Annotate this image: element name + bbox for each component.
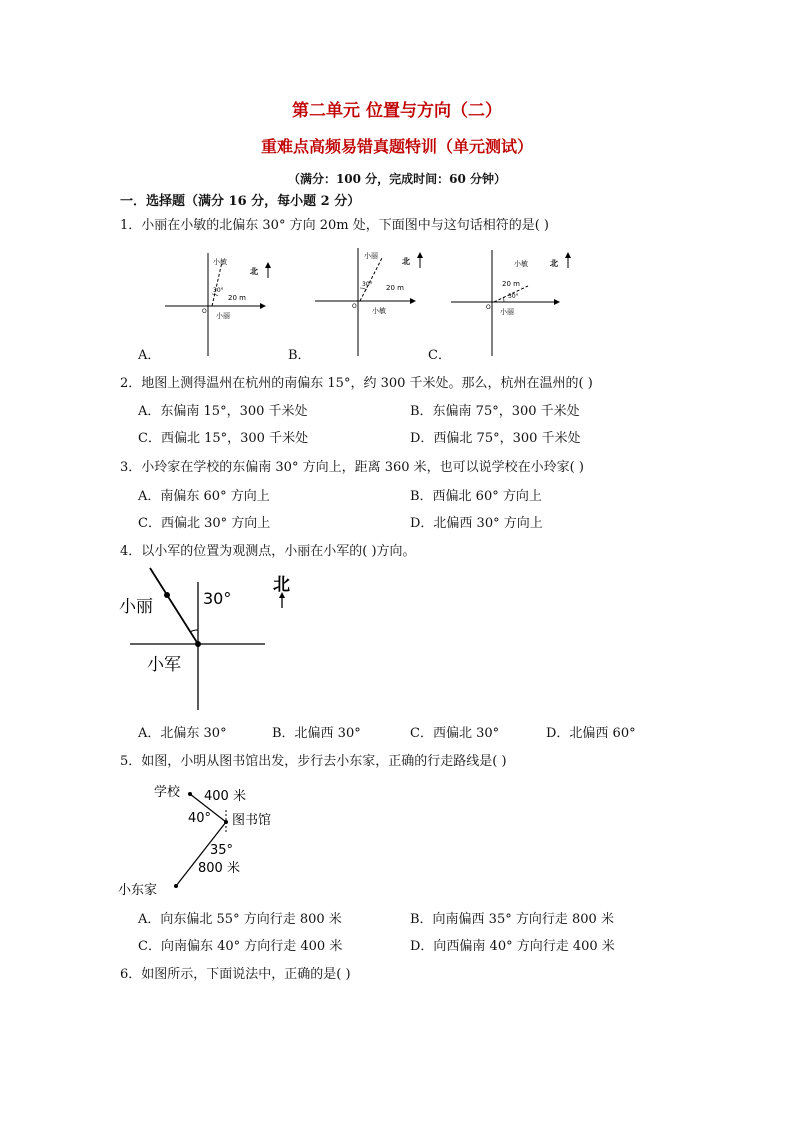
question-6-text: 6．如图所示，下面说法中，正确的是( ) [120, 967, 351, 982]
q1-figure-b [310, 248, 430, 360]
fig-a-dist: 20 m [228, 294, 246, 302]
fig-b-north: 北 [402, 257, 410, 266]
q5-option-b[interactable]: B．向南偏西 35° 方向行走 800 米 [410, 912, 614, 927]
q5-d2: 800 米 [198, 861, 240, 876]
fig-a-origin: O [202, 308, 207, 315]
q1-option-b[interactable]: B． [288, 348, 311, 363]
fig-c-dist: 20 m [502, 280, 520, 288]
q5-option-d[interactable]: D．向西偏南 40° 方向行走 400 米 [410, 939, 615, 954]
page-title: 第二单元 位置与方向（二） [292, 101, 502, 121]
q4-option-d[interactable]: D．北偏西 60° [546, 726, 636, 741]
q5-home: 小东家 [118, 883, 158, 898]
fig-c-origin: O [486, 304, 491, 311]
fig-a-top-label: 小敏 [213, 258, 227, 266]
q2-option-c[interactable]: C．西偏北 15°，300 千米处 [138, 431, 309, 446]
question-3-text: 3．小玲家在学校的东偏南 30° 方向上，距离 360 米，也可以说学校在小玲家( ) [120, 460, 584, 475]
q4-option-b[interactable]: B．北偏西 30° [272, 726, 361, 741]
question-2-text: 2．地图上测得温州在杭州的南偏东 15°，约 300 千米处。那么，杭州在温州的( ) [120, 376, 593, 391]
q4-figure [115, 562, 305, 714]
q4-angle: 30° [203, 589, 232, 608]
page-subtitle: 重难点高频易错真题特训（单元测试） [260, 137, 533, 156]
q2-option-d[interactable]: D．西偏北 75°，300 千米处 [410, 431, 581, 446]
q5-figure [118, 776, 298, 898]
q4-option-c[interactable]: C．西偏北 30° [410, 726, 500, 741]
fig-b-angle: 30° [362, 281, 373, 288]
fig-a-north: 北 [250, 267, 258, 276]
fig-a-angle: 30° [213, 287, 224, 294]
q1-option-c[interactable]: C． [428, 348, 451, 363]
q5-library: 图书馆 [232, 813, 272, 828]
q4-north: 北 [273, 575, 290, 595]
q3-option-b[interactable]: B．西偏北 60° 方向上 [410, 489, 542, 504]
q1-figure-c [446, 248, 576, 360]
exam-meta: （满分：100 分，完成时间：60 分钟） [287, 172, 507, 186]
fig-b-bottom-label: 小敏 [372, 307, 386, 315]
q5-option-a[interactable]: A．向东偏北 55° 方向行走 800 米 [138, 912, 342, 927]
fig-b-dist: 20 m [386, 284, 404, 292]
q2-option-b[interactable]: B．东偏南 75°，300 千米处 [410, 404, 580, 419]
fig-a-bottom-label: 小丽 [216, 312, 230, 320]
q5-d1: 400 米 [204, 789, 246, 804]
q5-option-c[interactable]: C．向南偏东 40° 方向行走 400 米 [138, 939, 343, 954]
question-4-text: 4．以小军的位置为观测点，小丽在小军的( )方向。 [120, 544, 416, 559]
fig-b-origin: O [352, 303, 357, 310]
q3-option-c[interactable]: C．西偏北 30° 方向上 [138, 516, 271, 531]
question-1-text: 1．小丽在小敏的北偏东 30° 方向 20m 处，下面图中与这句话相符的是( ) [120, 218, 549, 233]
fig-c-north: 北 [550, 259, 558, 268]
fig-c-bottom-label: 小丽 [500, 308, 514, 316]
fig-b-top-label: 小丽 [364, 252, 378, 260]
fig-c-angle: 30° [508, 293, 519, 300]
q3-option-d[interactable]: D．北偏西 30° 方向上 [410, 516, 543, 531]
q5-school: 学校 [154, 785, 181, 800]
q2-option-a[interactable]: A．东偏南 15°，300 千米处 [138, 404, 308, 419]
q4-option-a[interactable]: A．北偏东 30° [138, 726, 227, 741]
q1-figure-a [160, 248, 280, 360]
question-5-text: 5．如图，小明从图书馆出发，步行去小东家，正确的行走路线是( ) [120, 754, 507, 769]
q4-label-li: 小丽 [119, 597, 153, 617]
q5-a1: 40° [188, 811, 212, 826]
q3-option-a[interactable]: A．南偏东 60° 方向上 [138, 489, 270, 504]
q4-label-jun: 小军 [147, 655, 181, 675]
q5-a2: 35° [210, 843, 234, 858]
section-heading: 一．选择题（满分 16 分，每小题 2 分） [120, 194, 361, 209]
fig-c-top-label: 小敏 [514, 260, 528, 268]
q1-option-a[interactable]: A． [138, 348, 161, 363]
